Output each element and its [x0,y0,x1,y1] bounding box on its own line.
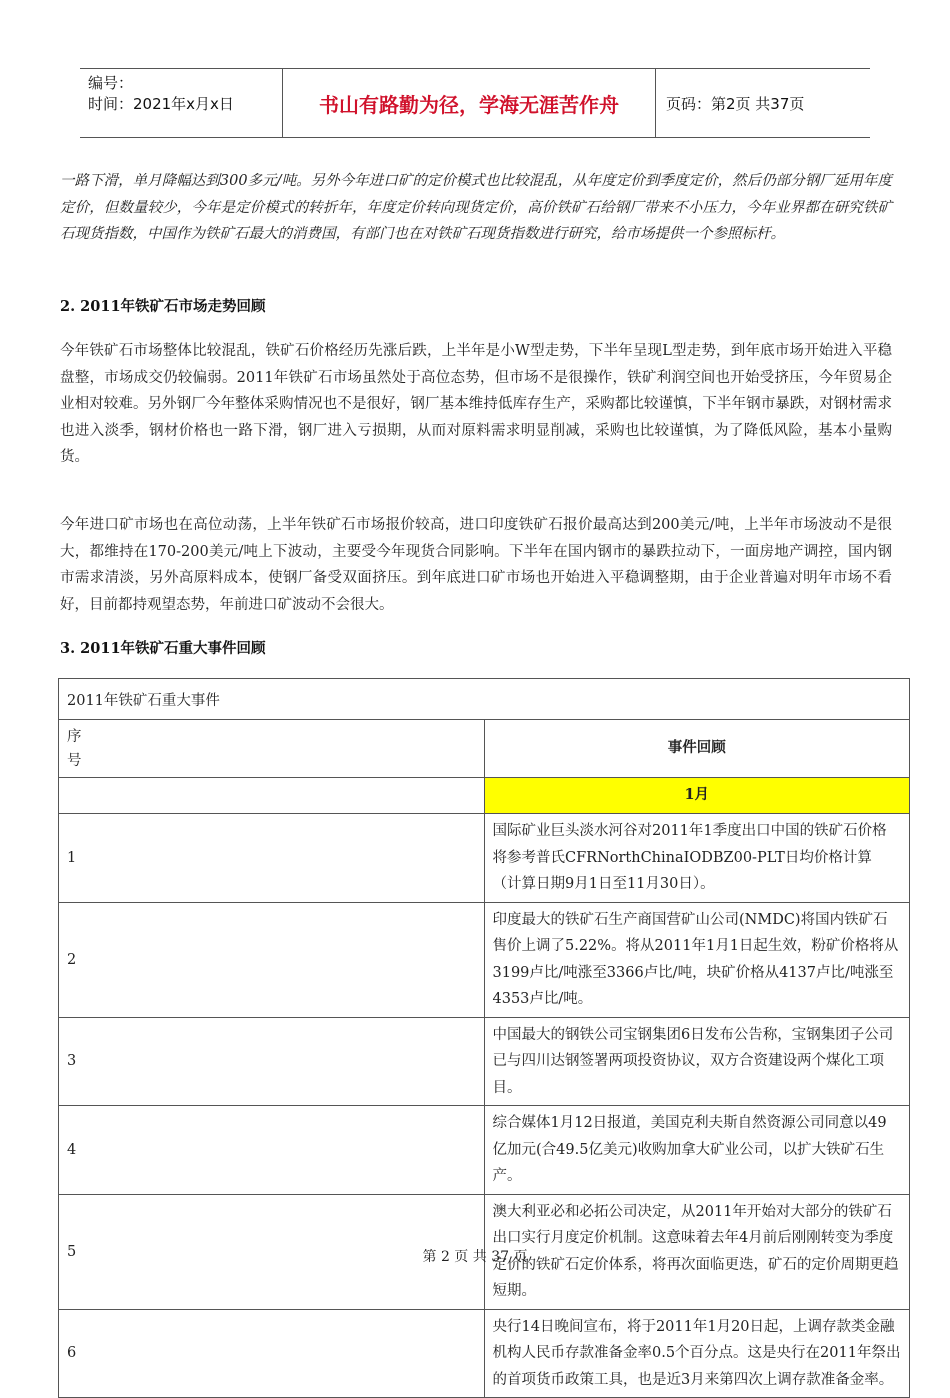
column-header-no: 序号 [59,720,485,778]
table-row [59,902,910,1017]
month-row-blank [59,778,485,814]
table-row [59,1106,910,1195]
intro-paragraph: 一路下滑，单月降幅达到300多元/吨。另外今年进口矿的定价模式也比较混乱，从年度定价到季度定价，然后仍部分钢厂延用年度定价，但数量较少，今年是定价模式的转折年，年度定价转向现货定价，高价铁矿石给钢厂带来不小压力，今年业界都在研究铁矿石现货指数，中国作为铁矿石最大的消费国，有部门也在对铁矿石现货指数进行研究，给市场提供一个参照标杆。 [60,173,892,242]
section2-paragraph-1: 今年铁矿石市场整体比较混乱，铁矿石价格经历先涨后跌，上半年是小W型走势，下半年呈现L型走势，到年底市场开始进入平稳盘整，市场成交仍较偏弱。2011年铁矿石市场虽然处于高位态势，但市场不是很操作，铁矿利润空间也开始受挤压，今年贸易企业相对较难。另外钢厂今年整体采购情况也不是很好，钢厂基本维持低库存生产，采购都比较谨慎，下半年钢市暴跌，对钢材需求也进入淡季，钢材价格也一路下滑，钢厂进入亏损期，从而对原料需求明显削减，采购也比较谨慎，为了降低风险，基本小量购货。 [60,343,892,465]
row-number: 4 [59,1106,485,1195]
table-row [59,1017,910,1106]
row-event-text: 印度最大的铁矿石生产商国营矿山公司(NMDC)将国内铁矿石售价上调了5.22%。将从2011年1月1日起生效，粉矿价格将从3199卢比/吨涨至3366卢比/吨，块矿价格从4137卢比/吨涨至4353卢比/吨。 [484,902,910,1017]
month-row [59,778,910,814]
column-header-event: 事件回顾 [484,720,910,778]
row-event-text: 中国最大的钢铁公司宝钢集团6日发布公告称，宝钢集团子公司已与四川达钢签署两项投资协议，双方合资建设两个煤化工项目。 [484,1017,910,1106]
table-title: 2011年铁矿石重大事件 [59,679,910,720]
table-row [59,814,910,903]
doc-time-label: 时间：2021年x月x日 [88,95,234,113]
page-footer: 第 2 页 共 37 页 [422,1249,528,1265]
table-title-row [59,679,910,720]
month-label: 1月 [484,778,910,814]
row-number: 2 [59,902,485,1017]
row-event-text: 央行14日晚间宣布，将于2011年1月20日起，上调存款类金融机构人民币存款准备金率0.5个百分点。这是央行在2011年祭出的首项货币政策工具，也是近3月来第四次上调存款准备金率。 [484,1309,910,1398]
header-page-info: 页码：第2页 共37页 [666,94,805,113]
events-table [58,678,910,1398]
section2-paragraph-2: 今年进口矿市场也在高位动荡，上半年铁矿石市场报价较高，进口印度铁矿石报价最高达到200美元/吨，上半年市场波动不是很大，都维持在170-200美元/吨上下波动，主要受今年现货合同影响。下半年在国内钢市的暴跌拉动下，一面房地产调控，国内钢市需求清淡，另外高原料成本，使钢厂备受双面挤压。到年底进口矿市场也开始进入平稳调整期，由于企业普遍对明年市场不看好，目前都持观望态势，年前进口矿波动不会很大。 [60,517,892,613]
row-event-text: 澳大利亚必和必拓公司决定，从2011年开始对大部分的铁矿石出口实行月度定价机制。这意味着去年4月前后刚刚转变为季度定价的铁矿石定价体系，将再次面临更迭，矿石的定价周期更趋短期。 [484,1194,910,1309]
table-row [59,1309,910,1398]
row-number: 3 [59,1017,485,1106]
row-event-text: 国际矿业巨头淡水河谷对2011年1季度出口中国的铁矿石价格将参考普氏CFRNorthChinaIODBZ00-PLT日均价格计算 （计算日期9月1日至11月30日）。 [484,814,910,903]
doc-number-label: 编号： [88,74,134,92]
header-meta [80,69,282,137]
row-number: 1 [59,814,485,903]
row-number: 5 [59,1194,485,1309]
section3-heading: 3. 2011年铁矿石重大事件回顾 [60,640,266,657]
row-event-text: 综合媒体1月12日报道，美国克利夫斯自然资源公司同意以49亿加元(合49.5亿美元)收购加拿大矿业公司，以扩大铁矿石生产。 [484,1106,910,1195]
row-number: 6 [59,1309,485,1398]
page-header [80,68,870,138]
header-motto: 书山有路勤为径，学海无涯苦作舟 [282,69,656,137]
section2-heading: 2. 2011年铁矿石市场走势回顾 [60,298,266,315]
table-header-row [59,720,910,778]
